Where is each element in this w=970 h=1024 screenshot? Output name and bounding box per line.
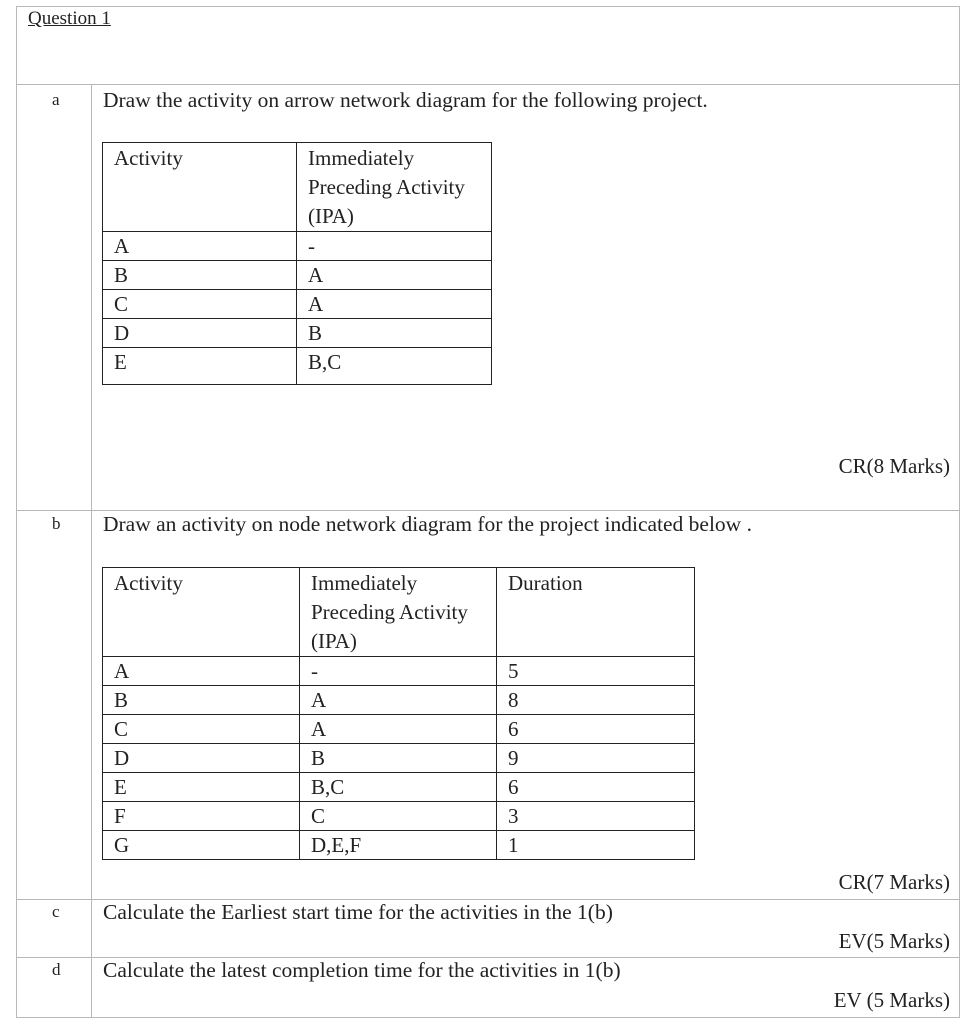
table-header-duration: Duration [497, 568, 695, 657]
part-c-prompt: Calculate the Earliest start time for the activities in the 1(b) [103, 900, 613, 924]
table-header-ipa: Immediately Preceding Activity (IPA) [300, 568, 497, 657]
part-c-label: c [52, 902, 60, 921]
ipa-cell: B,C [297, 348, 492, 385]
table-row [103, 319, 492, 348]
part-a-marks: CR(8 Marks) [838, 454, 950, 478]
activity-cell: C [103, 290, 297, 319]
part-a-table [102, 142, 492, 385]
activity-cell: D [103, 319, 297, 348]
ipa-cell: B [297, 319, 492, 348]
label-column-divider [91, 84, 92, 1018]
activity-cell: C [103, 715, 300, 744]
table-header-activity: Activity [103, 568, 300, 657]
ipa-cell: B [300, 744, 497, 773]
ipa-cell: - [297, 232, 492, 261]
ipa-cell: A [297, 290, 492, 319]
duration-cell: 9 [497, 744, 695, 773]
part-c-marks: EV(5 Marks) [838, 929, 950, 953]
frame-bottom-border [16, 1017, 960, 1018]
ipa-cell: A [300, 686, 497, 715]
activity-cell: B [103, 686, 300, 715]
activity-cell: G [103, 831, 300, 860]
table-row [103, 773, 695, 802]
question-title: Question 1 [28, 8, 111, 29]
activity-cell: D [103, 744, 300, 773]
activity-cell: F [103, 802, 300, 831]
activity-cell: B [103, 261, 297, 290]
activity-cell: E [103, 773, 300, 802]
table-row [103, 802, 695, 831]
ipa-cell: A [297, 261, 492, 290]
table-row [103, 261, 492, 290]
part-d-marks: EV (5 Marks) [833, 988, 950, 1012]
table-row [103, 657, 695, 686]
ipa-cell: - [300, 657, 497, 686]
ipa-cell: B,C [300, 773, 497, 802]
row-divider-a [16, 84, 960, 85]
activity-cell: A [103, 232, 297, 261]
table-row [103, 686, 695, 715]
ipa-cell: D,E,F [300, 831, 497, 860]
duration-cell: 6 [497, 715, 695, 744]
ipa-cell: C [300, 802, 497, 831]
table-row [103, 290, 492, 319]
part-b-label: b [52, 514, 61, 533]
part-d-label: d [52, 960, 61, 979]
part-b-table [102, 567, 695, 860]
part-b-marks: CR(7 Marks) [838, 870, 950, 894]
activity-cell: E [103, 348, 297, 385]
table-row [103, 348, 492, 385]
table-row [103, 831, 695, 860]
frame-right-border [959, 6, 960, 1018]
table-header-activity: Activity [103, 143, 297, 232]
table-header-ipa: Immediately Preceding Activity (IPA) [297, 143, 492, 232]
duration-cell: 6 [497, 773, 695, 802]
frame-top-border [16, 6, 960, 7]
duration-cell: 3 [497, 802, 695, 831]
row-divider-b [16, 510, 960, 511]
frame-left-border [16, 6, 17, 1018]
ipa-cell: A [300, 715, 497, 744]
duration-cell: 8 [497, 686, 695, 715]
part-d-prompt: Calculate the latest completion time for the activities in 1(b) [103, 958, 621, 982]
part-b-prompt: Draw an activity on node network diagram for the project indicated below . [103, 512, 752, 536]
table-row [103, 232, 492, 261]
part-a-prompt: Draw the activity on arrow network diagram for the following project. [103, 88, 708, 112]
duration-cell: 5 [497, 657, 695, 686]
table-row [103, 744, 695, 773]
table-row [103, 715, 695, 744]
part-a-label: a [52, 90, 60, 109]
activity-cell: A [103, 657, 300, 686]
duration-cell: 1 [497, 831, 695, 860]
